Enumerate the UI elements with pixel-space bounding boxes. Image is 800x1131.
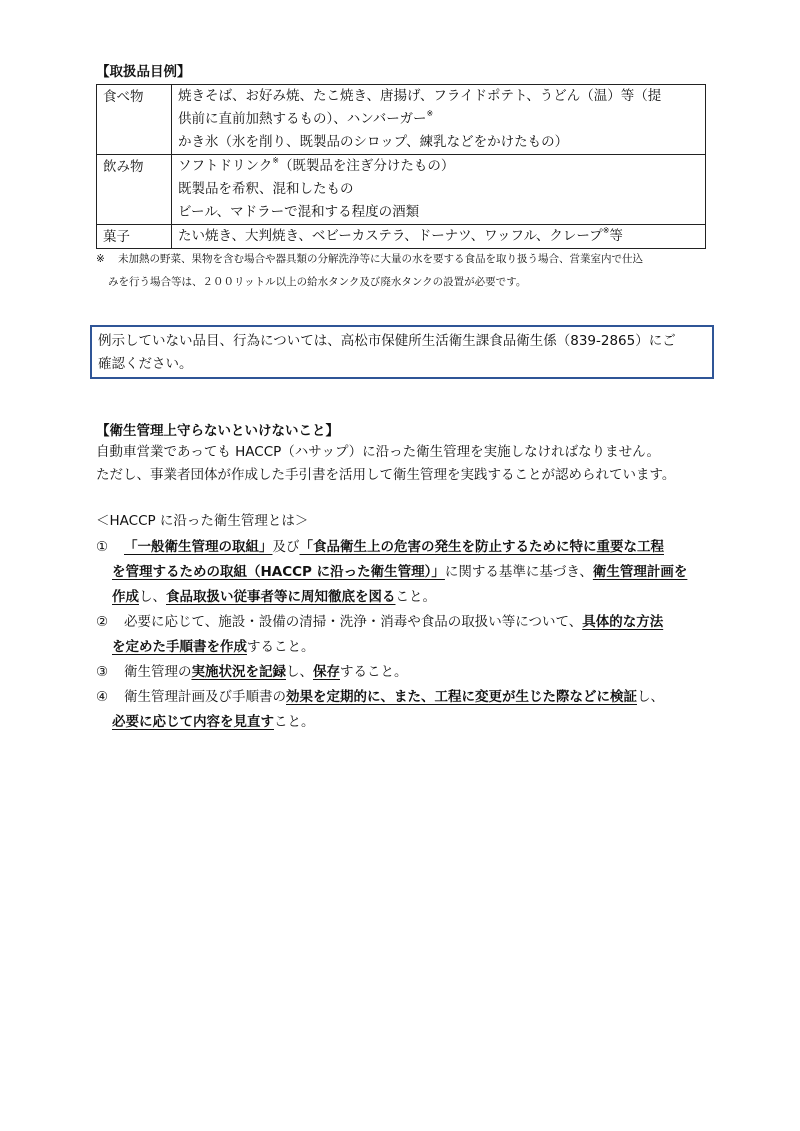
item-plain-text: に関する基準に基づき、 (444, 564, 593, 580)
example-line (178, 155, 699, 178)
item-continuation (112, 585, 716, 610)
emphasis-text: 実施状況を記録 (191, 664, 286, 680)
example-text: （既製品を注ぎ分けたもの） (278, 158, 455, 174)
emphasis-text: 作成 (112, 589, 139, 605)
emphasis-text: 「食品衛生上の危害の発生を防止するために特に重要な工程 (299, 539, 664, 555)
item-plain-text: すること。 (247, 639, 315, 655)
item-continuation (112, 710, 716, 735)
footnote-line (96, 248, 716, 271)
category-cell: 菓子 (97, 225, 172, 249)
item-text (96, 685, 716, 735)
examples-cell (172, 225, 706, 249)
hygiene-paragraph: 自動車営業であっても HACCP（ハサップ）に沿った衛生管理を実施しなければなりません。 (96, 444, 660, 460)
haccp-subheading: ＜HACCP に沿った衛生管理とは＞ (96, 513, 309, 529)
item-continuation (112, 560, 716, 585)
item-number: ② (96, 614, 109, 630)
footnote-line: みを行う場合等は、２００リットル以上の給水タンク及び廃水タンクの設置が必要です。 (108, 276, 527, 288)
example-line: 既製品を希釈、混和したもの (178, 181, 354, 197)
item-plain-text: 及び (272, 539, 300, 555)
item-number: ④ (96, 689, 109, 705)
contact-line: 確認ください。 (98, 356, 193, 372)
item-text (96, 610, 716, 660)
asterisk-mark: ※ (272, 156, 279, 165)
emphasis-text: 保存 (313, 664, 340, 680)
asterisk-mark: ※ (426, 109, 434, 118)
contact-line: 例示していない品目、行為については、高松市保健所生活衛生課食品衛生係（839-2865）にご (98, 333, 676, 349)
item-plain-text: し、 (139, 589, 166, 605)
category-cell: 食べ物 (97, 85, 172, 155)
item-text (96, 660, 716, 685)
table-row (97, 225, 706, 249)
item-plain-text: すること。 (340, 664, 408, 680)
example-line (178, 108, 699, 131)
item-continuation (112, 635, 716, 660)
example-line (178, 225, 699, 248)
example-line: 焼きそば、お好み焼、たこ焼き、唐揚げ、フライドポテト、うどん（温）等（提 (178, 88, 662, 104)
emphasis-text: 必要に応じて内容を見直す (112, 714, 274, 730)
list-item (96, 610, 716, 660)
list-item (96, 685, 716, 735)
emphasis-text: 食品取扱い従事者等に周知徹底を図る (166, 589, 396, 605)
item-plain-text: こと。 (274, 714, 315, 730)
emphasis-text: 具体的な方法 (582, 614, 664, 630)
item-text (96, 535, 716, 610)
item-plain-text: し、 (286, 664, 313, 680)
item-plain-text: こと。 (395, 589, 436, 605)
table-row (97, 155, 706, 225)
footnote (96, 248, 716, 293)
items-section-title: 【取扱品目例】 (96, 64, 191, 80)
items-table (96, 84, 706, 249)
hygiene-section-title: 【衛生管理上守らないといけないこと】 (96, 423, 339, 439)
item-plain-text: し、 (637, 689, 664, 705)
emphasis-text: を定めた手順書を作成 (112, 639, 247, 655)
category-cell: 飲み物 (97, 155, 172, 225)
examples-cell (172, 85, 706, 155)
list-item (96, 660, 716, 685)
emphasis-text: を管理するための取組（HACCP に沿った衛生管理）」 (112, 564, 445, 580)
item-plain-text: 衛生管理の (124, 664, 192, 680)
example-line: ビール、マドラーで混和する程度の酒類 (178, 204, 420, 220)
hygiene-paragraph: ただし、事業者団体が作成した手引書を活用して衛生管理を実践することが認められています。 (96, 467, 676, 483)
item-plain-text: 必要に応じて、施設・設備の清掃・洗浄・消毒や食品の取扱い等について、 (124, 614, 583, 630)
example-text: たい焼き、大判焼き、ベビーカステラ、ドーナツ、ワッフル、クレープ (178, 228, 603, 244)
contact-box (90, 325, 714, 379)
list-item (96, 535, 716, 610)
item-number: ① (96, 539, 109, 555)
table-row (97, 85, 706, 155)
item-plain-text: 衛生管理計画及び手順書の (124, 689, 286, 705)
requirements-list (96, 535, 716, 735)
examples-cell (172, 155, 706, 225)
emphasis-text: 衛生管理計画を (592, 564, 688, 580)
example-line: かき氷（氷を削り、既製品のシロップ、練乳などをかけたもの） (178, 134, 569, 150)
example-text: 等 (609, 228, 623, 244)
asterisk-mark: ※ (602, 226, 610, 235)
asterisk-mark: ※ (96, 253, 105, 265)
emphasis-text: 「一般衛生管理の取組」 (124, 539, 273, 555)
item-number: ③ (96, 664, 109, 680)
example-text: ソフトドリンク (178, 158, 273, 174)
example-text: 供前に直前加熱するもの）、ハンバーガー (178, 111, 427, 127)
footnote-text: 未加熱の野菜、果物を含む場合や器具類の分解洗浄等に大量の水を要する食品を取り扱う場合、営業室内で仕込 (118, 253, 643, 265)
emphasis-text: 効果を定期的に、また、工程に変更が生じた際などに検証 (286, 689, 637, 705)
